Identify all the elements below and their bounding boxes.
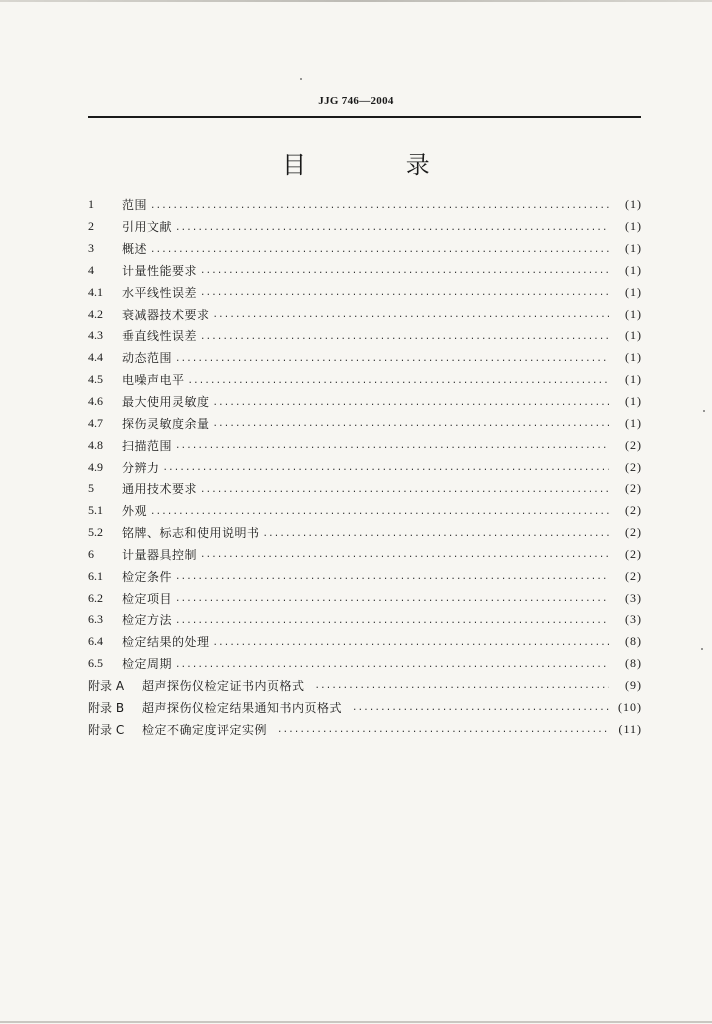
dot-leader — [200, 331, 609, 343]
toc-number: 3 — [88, 241, 94, 256]
toc-number: 6.3 — [88, 612, 103, 627]
dot-leader — [175, 440, 609, 452]
dot-leader — [163, 462, 609, 474]
toc-entry[interactable] — [88, 369, 642, 391]
dot-leader — [200, 549, 609, 561]
toc-number: 4.2 — [88, 306, 103, 321]
toc-entry[interactable] — [88, 281, 642, 303]
scan-speck — [703, 410, 705, 412]
toc-label: 最大使用灵敏度 — [122, 395, 210, 410]
toc-number: 4.4 — [88, 350, 103, 365]
toc-label: 检定结果的处理 — [122, 635, 210, 650]
toc-page-number: (3) — [625, 612, 642, 627]
toc-number: 6.5 — [88, 656, 103, 671]
toc-page-number: (1) — [625, 306, 642, 321]
toc-page-number: (2) — [625, 503, 642, 518]
standard-code: JJG 746—2004 — [318, 95, 394, 107]
dot-leader — [150, 200, 609, 212]
toc-entry[interactable] — [88, 391, 642, 413]
toc-label: 电噪声电平 — [122, 373, 185, 388]
toc-label: 范围 — [122, 198, 148, 213]
toc-number: 4.5 — [88, 372, 103, 387]
toc-entry[interactable] — [88, 216, 642, 238]
toc-entry[interactable] — [88, 587, 642, 609]
toc-page-number: (8) — [625, 656, 642, 671]
scan-speck — [300, 78, 302, 80]
toc-page-number: (2) — [625, 568, 642, 583]
dot-leader — [200, 484, 609, 496]
toc-page-number: (1) — [625, 241, 642, 256]
dot-leader — [150, 244, 609, 256]
toc-page-number: (1) — [625, 262, 642, 277]
dot-leader — [213, 309, 609, 321]
toc-label: 检定条件 — [122, 569, 173, 584]
toc-label: 概述 — [122, 242, 148, 257]
header-rule — [88, 116, 641, 118]
toc-number: 5.1 — [88, 503, 103, 518]
dot-leader — [175, 353, 609, 365]
toc-label: 计量性能要求 — [122, 263, 198, 278]
dot-leader — [175, 222, 609, 234]
toc-entry[interactable] — [88, 522, 642, 544]
toc-label: 检定项目 — [122, 591, 173, 606]
toc-page-number: (1) — [625, 284, 642, 299]
toc-number: 4.6 — [88, 394, 103, 409]
toc-number: 6.4 — [88, 634, 103, 649]
toc-entry[interactable] — [88, 500, 642, 522]
toc-number: 6 — [88, 546, 94, 561]
dot-leader — [200, 265, 609, 277]
toc-label: 检定不确定度评定实例 — [142, 722, 268, 737]
toc-entry[interactable] — [88, 653, 642, 675]
toc-number: 4.3 — [88, 328, 103, 343]
dot-leader — [175, 571, 609, 583]
toc-label: 分辨力 — [122, 460, 160, 475]
toc-entry[interactable] — [88, 456, 642, 478]
scan-speck — [701, 648, 703, 650]
toc-page-number: (1) — [625, 415, 642, 430]
toc-entry[interactable] — [88, 609, 642, 631]
toc-label: 衰减器技术要求 — [122, 307, 210, 322]
toc-page-number: (1) — [625, 219, 642, 234]
toc-page-number: (2) — [625, 459, 642, 474]
toc-page-number: (11) — [618, 721, 642, 736]
toc-entry[interactable] — [88, 565, 642, 587]
toc-page-number: (2) — [625, 546, 642, 561]
toc-entry[interactable] — [88, 260, 642, 282]
table-of-contents — [88, 194, 642, 740]
toc-number: 4.8 — [88, 437, 103, 452]
toc-entry[interactable] — [88, 347, 642, 369]
toc-entry[interactable] — [88, 325, 642, 347]
toc-label: 扫描范围 — [122, 438, 173, 453]
toc-label: 超声探伤仪检定证书内页格式 — [142, 678, 305, 693]
toc-label: 检定周期 — [122, 657, 173, 672]
toc-number: 4 — [88, 262, 94, 277]
toc-number: 5 — [88, 481, 94, 496]
scan-edge-bottom — [0, 1021, 712, 1023]
toc-label: 引用文献 — [122, 220, 173, 235]
toc-page-number: (8) — [625, 634, 642, 649]
dot-leader — [213, 418, 609, 430]
toc-number: 附录 C — [88, 722, 125, 737]
dot-leader — [175, 593, 609, 605]
toc-entry-appendix[interactable] — [88, 675, 642, 697]
scan-edge-top — [0, 0, 712, 2]
toc-entry[interactable] — [88, 631, 642, 653]
toc-page-number: (10) — [618, 699, 642, 714]
toc-label: 动态范围 — [122, 351, 173, 366]
toc-number: 附录 A — [88, 678, 125, 693]
toc-label: 铭牌、标志和使用说明书 — [122, 526, 260, 541]
toc-page-number: (1) — [625, 197, 642, 212]
toc-page-number: (1) — [625, 394, 642, 409]
toc-entry[interactable] — [88, 544, 642, 566]
toc-label: 检定方法 — [122, 613, 173, 628]
toc-number: 1 — [88, 197, 94, 212]
dot-leader — [175, 659, 609, 671]
toc-label: 计量器具控制 — [122, 547, 198, 562]
toc-entry-appendix[interactable] — [88, 718, 642, 740]
dot-leader — [277, 724, 609, 736]
toc-page-number: (1) — [625, 372, 642, 387]
toc-entry[interactable] — [88, 238, 642, 260]
toc-entry[interactable] — [88, 303, 642, 325]
toc-page-number: (9) — [625, 677, 642, 692]
toc-entry[interactable] — [88, 434, 642, 456]
dot-leader — [188, 375, 609, 387]
toc-label: 通用技术要求 — [122, 482, 198, 497]
toc-number: 6.1 — [88, 568, 103, 583]
toc-entry-appendix[interactable] — [88, 696, 642, 718]
toc-page-number: (2) — [625, 525, 642, 540]
toc-page-number: (1) — [625, 328, 642, 343]
toc-entry[interactable] — [88, 412, 642, 434]
toc-number: 2 — [88, 219, 94, 234]
toc-number: 5.2 — [88, 525, 103, 540]
toc-entry[interactable] — [88, 478, 642, 500]
toc-number: 4.9 — [88, 459, 103, 474]
dot-leader — [352, 702, 609, 714]
page-title: 目 录 — [282, 151, 476, 179]
toc-number: 附录 B — [88, 700, 125, 715]
toc-label: 水平线性误差 — [122, 285, 198, 300]
dot-leader — [175, 615, 609, 627]
toc-page-number: (2) — [625, 437, 642, 452]
toc-entry[interactable] — [88, 194, 642, 216]
toc-page-number: (3) — [625, 590, 642, 605]
toc-number: 4.7 — [88, 415, 103, 430]
toc-label: 垂直线性误差 — [122, 329, 198, 344]
dot-leader — [150, 506, 609, 518]
dot-leader — [213, 637, 609, 649]
toc-label: 外观 — [122, 504, 148, 519]
toc-number: 6.2 — [88, 590, 103, 605]
dot-leader — [263, 528, 609, 540]
toc-label: 超声探伤仪检定结果通知书内页格式 — [142, 700, 343, 715]
toc-page-number: (1) — [625, 350, 642, 365]
toc-label: 探伤灵敏度余量 — [122, 416, 210, 431]
toc-number: 4.1 — [88, 284, 103, 299]
toc-page-number: (2) — [625, 481, 642, 496]
dot-leader — [200, 287, 609, 299]
dot-leader — [315, 680, 609, 692]
dot-leader — [213, 397, 609, 409]
